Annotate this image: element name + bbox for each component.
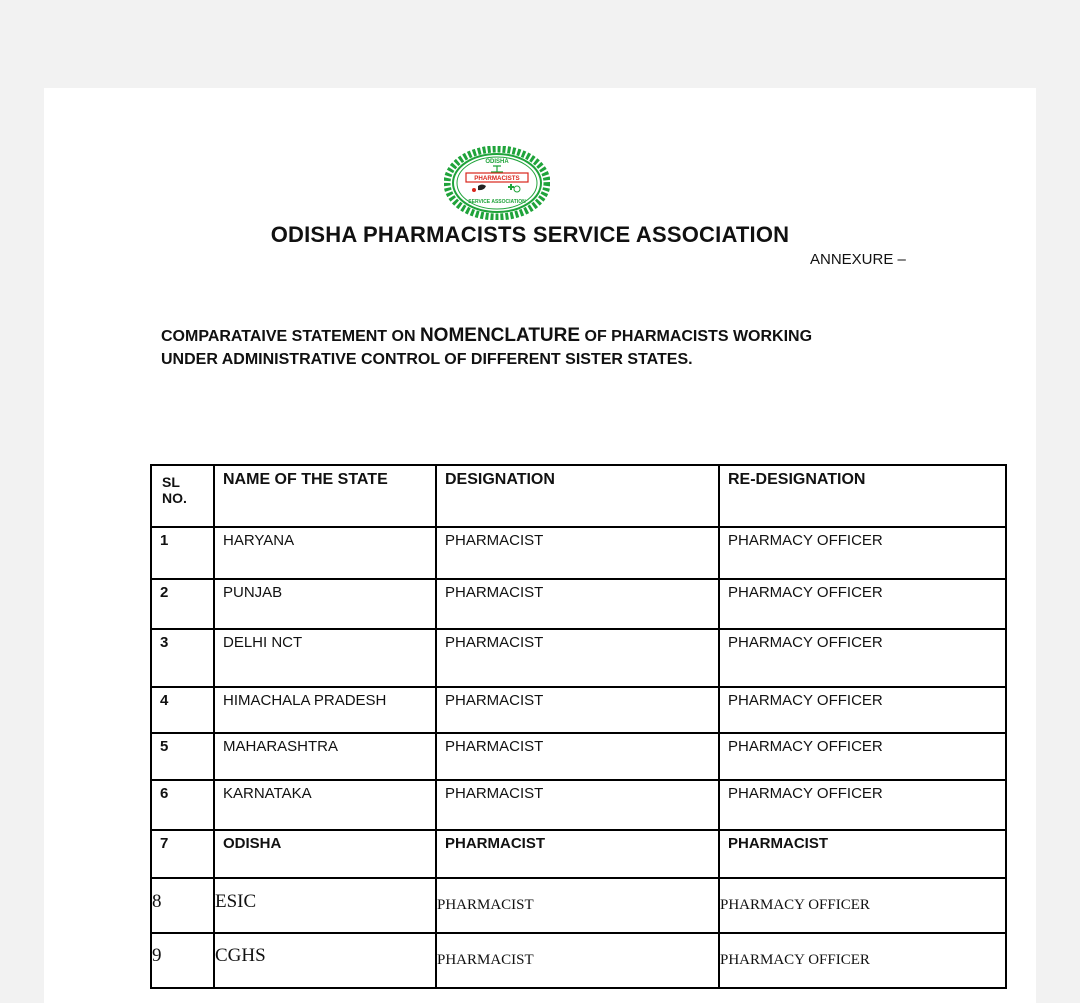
row-designation: PHARMACIST xyxy=(436,579,719,629)
annexure-label: ANNEXURE – xyxy=(810,251,906,268)
row-state: MAHARASHTRA xyxy=(214,733,436,780)
nomenclature-table xyxy=(150,464,1007,989)
row-designation: PHARMACIST xyxy=(436,527,719,579)
organization-title: ODISHA PHARMACISTS SERVICE ASSOCIATION xyxy=(270,222,790,247)
row-state: PUNJAB xyxy=(214,579,436,629)
row-state: CGHS xyxy=(214,933,436,988)
row-sl: 1 xyxy=(151,527,214,579)
row-sl: 2 xyxy=(151,579,214,629)
row-designation: PHARMACIST xyxy=(436,733,719,780)
row-designation: PHARMACIST xyxy=(436,933,719,988)
row-state: KARNATAKA xyxy=(214,780,436,830)
row-redesignation: PHARMACY OFFICER xyxy=(719,629,1006,687)
table-row xyxy=(151,579,1006,629)
row-state: HIMACHALA PRADESH xyxy=(214,687,436,733)
header-designation: DESIGNATION xyxy=(436,465,719,527)
row-designation: PHARMACIST xyxy=(436,830,719,878)
logo-top-text: ODISHA xyxy=(485,159,509,165)
association-logo xyxy=(444,146,550,220)
row-state: ODISHA xyxy=(214,830,436,878)
table-row xyxy=(151,830,1006,878)
row-redesignation: PHARMACY OFFICER xyxy=(719,687,1006,733)
row-sl: 4 xyxy=(151,687,214,733)
row-redesignation: PHARMACIST xyxy=(719,830,1006,878)
logo-bottom-text: SERVICE ASSOCIATION xyxy=(468,199,526,205)
row-sl: 6 xyxy=(151,780,214,830)
row-state: ESIC xyxy=(214,878,436,933)
row-sl: 9 xyxy=(151,933,214,988)
row-designation: PHARMACIST xyxy=(436,687,719,733)
row-designation: PHARMACIST xyxy=(436,629,719,687)
row-redesignation: PHARMACY OFFICER xyxy=(719,527,1006,579)
row-state: DELHI NCT xyxy=(214,629,436,687)
logo-band-text: PHARMACISTS xyxy=(474,175,520,182)
table-row xyxy=(151,780,1006,830)
table-row xyxy=(151,527,1006,579)
statement-heading xyxy=(161,324,881,371)
table-row xyxy=(151,878,1006,933)
table-row xyxy=(151,733,1006,780)
row-designation: PHARMACIST xyxy=(436,878,719,933)
header-state: NAME OF THE STATE xyxy=(214,465,436,527)
statement-part1: COMPARATAIVE STATEMENT ON xyxy=(161,328,420,345)
pill-icon xyxy=(472,188,476,192)
statement-part2: OF PHARMACISTS WORKING xyxy=(580,328,813,345)
document-page xyxy=(44,88,1036,1003)
row-redesignation: PHARMACY OFFICER xyxy=(719,733,1006,780)
table-row xyxy=(151,933,1006,988)
row-redesignation: PHARMACY OFFICER xyxy=(719,878,1006,933)
row-designation: PHARMACIST xyxy=(436,780,719,830)
row-state: HARYANA xyxy=(214,527,436,579)
row-sl: 8 xyxy=(151,878,214,933)
row-redesignation: PHARMACY OFFICER xyxy=(719,579,1006,629)
header-redesignation: RE-DESIGNATION xyxy=(719,465,1006,527)
row-sl: 3 xyxy=(151,629,214,687)
table-row xyxy=(151,629,1006,687)
header-sl-line2: NO. xyxy=(162,490,187,506)
row-redesignation: PHARMACY OFFICER xyxy=(719,933,1006,988)
row-sl: 5 xyxy=(151,733,214,780)
statement-emphasis: NOMENCLATURE xyxy=(419,325,581,346)
header-sl-no xyxy=(151,465,214,527)
table-header-row xyxy=(151,465,1006,527)
header-sl-line1: SL xyxy=(162,474,180,490)
table-row xyxy=(151,687,1006,733)
row-redesignation: PHARMACY OFFICER xyxy=(719,780,1006,830)
statement-line2: UNDER ADMINISTRATIVE CONTROL OF DIFFERENT SISTER STATES. xyxy=(161,351,693,368)
row-sl: 7 xyxy=(151,830,214,878)
